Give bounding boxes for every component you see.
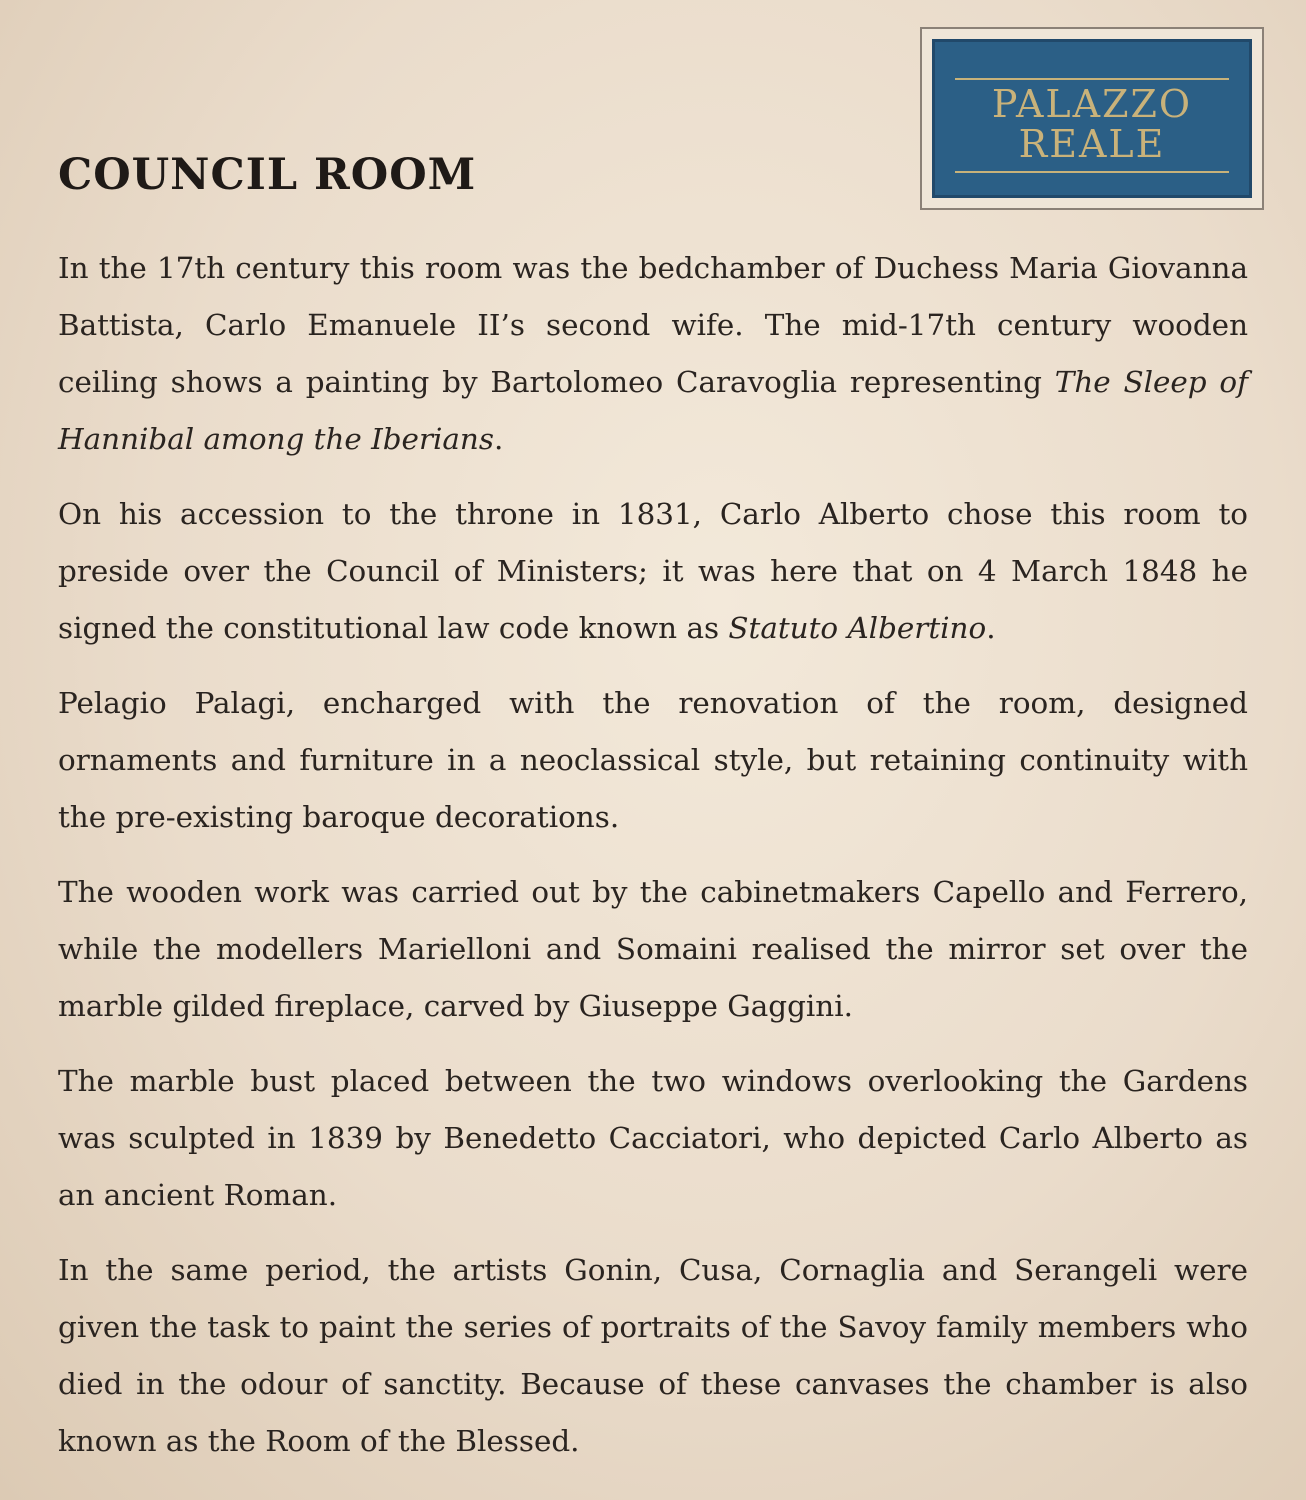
logo-text [935,84,1249,164]
logo-rule-bottom [955,171,1229,173]
logo-line-1: PALAZZO [991,82,1193,126]
paragraph-4: The wooden work was carried out by the cabinetmakers Capello and Ferrero, while the modellers Marielloni and Somaini realised the mirror set over the marble gilded fireplace, carved by Giuseppe Gaggini. [58,875,1248,1023]
body-text [58,240,1248,1488]
paragraph-1-text: In the 17th century this room was the bedchamber of Duchess Maria Giovanna Battista, Carlo Emanuele II’s second wife. The mid-17th century wooden ceiling shows a painting by Bartolomeo Caravoglia representing [58,251,1248,399]
paragraph-1-italic-title: The Sleep of Hannibal among the Iberians [58,365,1249,456]
paragraph-2-italic-title: Statuto Albertino [728,611,987,645]
logo-plate [932,39,1252,198]
paragraph-6: In the same period, the artists Gonin, Cusa, Cornaglia and Serangeli were given the task to paint the series of portraits of the Savoy family members who died in the odour of sanctity. Because of these canvases the chamber is also known as the Room of the Blessed. [58,1253,1248,1458]
paragraph-1 [58,240,1248,468]
paragraph-2 [58,486,1248,657]
logo-rule-top [955,78,1229,80]
page-title: COUNCIL ROOM [58,150,477,200]
paragraph-1-end: . [493,422,504,456]
logo-line-2: REALE [1018,122,1166,166]
palazzo-reale-logo [920,27,1264,210]
paragraph-2-end: . [986,611,996,645]
paragraph-3: Pelagio Palagi, encharged with the renovation of the room, designed ornaments and furniture in a neoclassical style, but retaining continuity with the pre-existing baroque decorations. [58,686,1248,834]
paragraph-2-text: On his accession to the throne in 1831, Carlo Alberto chose this room to preside over the Council of Ministers; it was here that on 4 March 1848 he signed the constitutional law code known as [58,497,1248,645]
paragraph-5: The marble bust placed between the two windows overlooking the Gardens was sculpted in 1839 by Benedetto Cacciatori, who depicted Carlo Alberto as an ancient Roman. [58,1064,1248,1212]
